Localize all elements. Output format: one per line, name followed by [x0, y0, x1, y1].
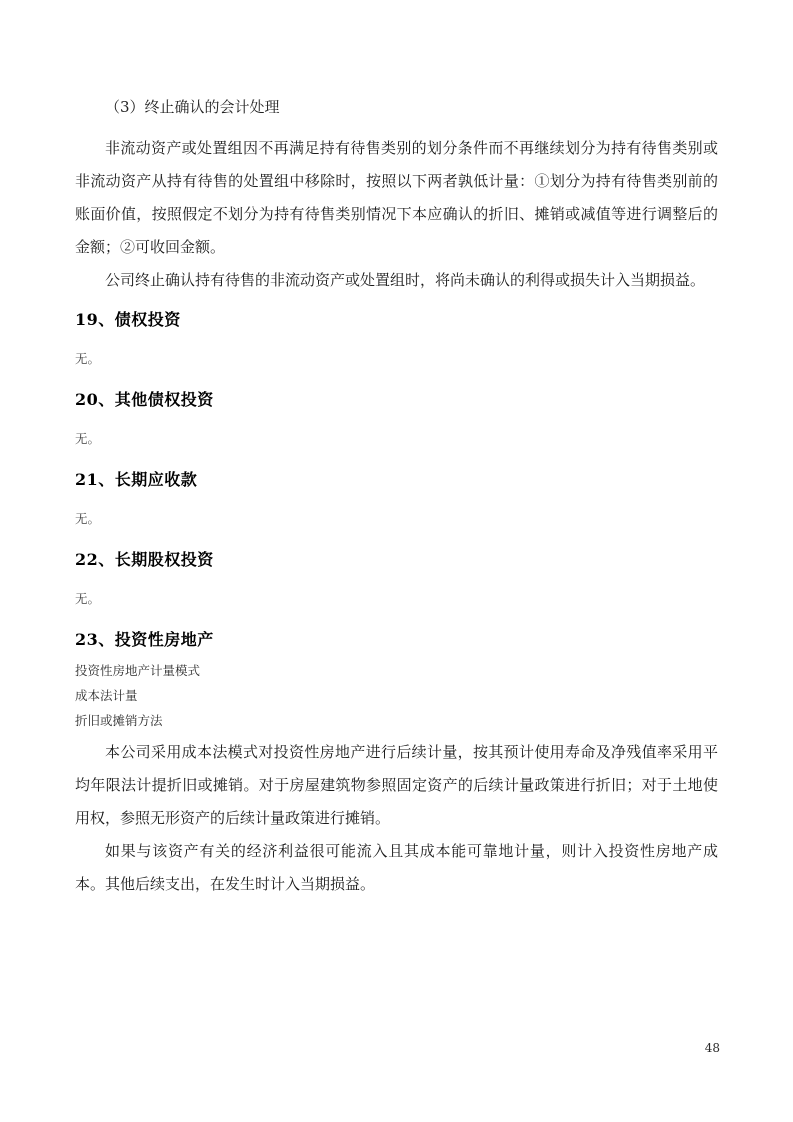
subsection-heading: （3）终止确认的会计处理	[105, 98, 280, 116]
document-content	[0, 96, 793, 901]
section-heading-20: 20、其他债权投资	[75, 390, 214, 409]
section-body-21: 无。	[75, 511, 101, 526]
meta-line-depreciation-method: 折旧或摊销方法	[75, 713, 163, 728]
meta-line-cost-method: 成本法计量	[75, 688, 138, 703]
section-heading-23: 23、投资性房地产	[75, 630, 214, 649]
section-heading-21: 21、长期应收款	[75, 470, 198, 489]
section-heading-22: 22、长期股权投资	[75, 550, 214, 569]
page-number: 48	[704, 1041, 720, 1055]
section-body-19: 无。	[75, 351, 101, 366]
section-body-22: 无。	[75, 591, 101, 606]
body-paragraph: 非流动资产或处置组因不再满足持有待售类别的划分条件而不再继续划分为持有待售类别或非流动资产从持有待售的处置组中移除时，按照以下两者孰低计量：①划分为持有待售类别前的账面价值，按照假定不划分为持有待售类别情况下本应确认的折旧、摊销或减值等进行调整后的金额；②可收回金额。	[75, 139, 718, 256]
meta-line-measurement-model: 投资性房地产计量模式	[75, 663, 201, 678]
body-paragraph: 公司终止确认持有待售的非流动资产或处置组时，将尚未确认的利得或损失计入当期损益。	[105, 271, 706, 289]
section-heading-19: 19、债权投资	[75, 310, 181, 329]
measurement-meta-block	[75, 658, 718, 733]
body-paragraph: 本公司采用成本法模式对投资性房地产进行后续计量，按其预计使用寿命及净残值率采用平均年限法计提折旧或摊销。对于房屋建筑物参照固定资产的后续计量政策进行折旧；对于土地使用权，参照无形资产的后续计量政策进行摊销。	[75, 743, 718, 827]
body-paragraph: 如果与该资产有关的经济利益很可能流入且其成本能可靠地计量，则计入投资性房地产成本。其他后续支出，在发生时计入当期损益。	[75, 842, 718, 893]
section-body-20: 无。	[75, 431, 101, 446]
